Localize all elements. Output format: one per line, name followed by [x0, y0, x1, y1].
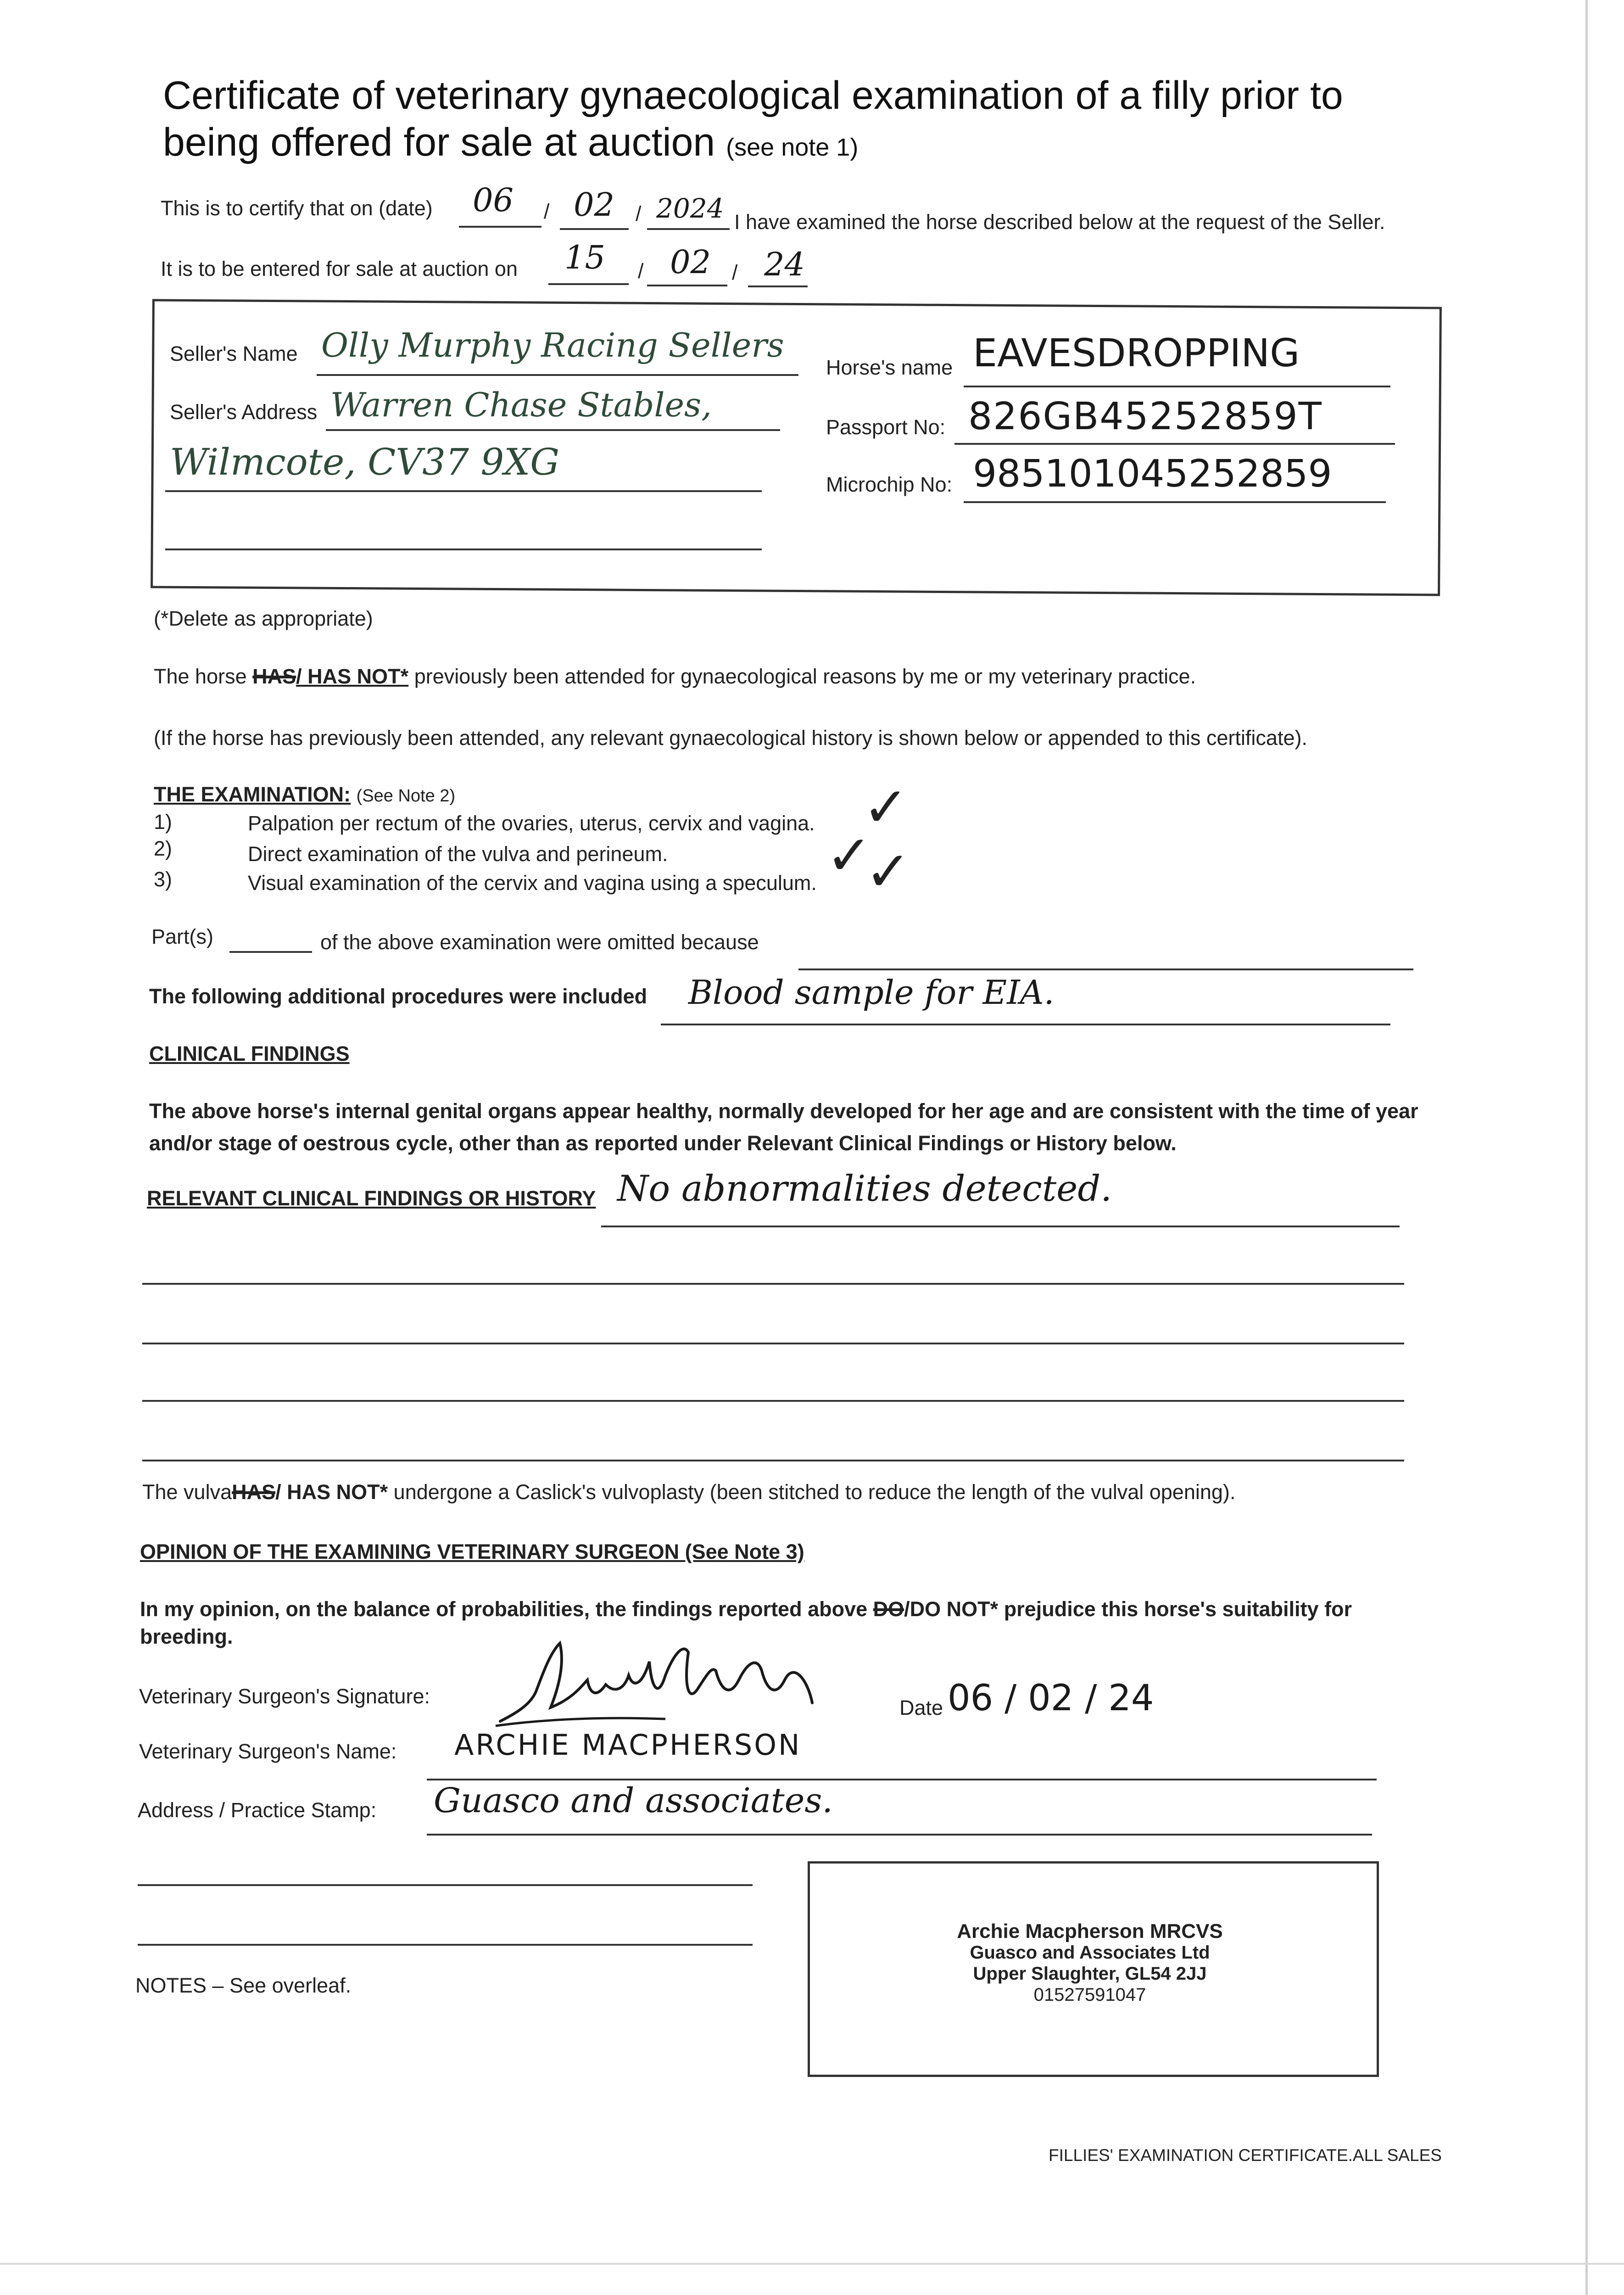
attended-has-struck: HAS: [252, 665, 296, 688]
additional-procedures: Blood sample for EIA.: [688, 973, 1055, 1012]
vulva-statement: The vulvaHAS/ HAS NOT* undergone a Caslick's vulvoplasty (been stitched to reduce the length of the vulval opening).: [142, 1480, 1236, 1504]
relevant-findings-label: RELEVANT CLINICAL FINDINGS OR HISTORY: [147, 1187, 596, 1210]
auction-month: 02: [670, 243, 711, 281]
microchip-number: 985101045252859: [973, 452, 1332, 496]
practice-stamp-label: Address / Practice Stamp:: [138, 1798, 377, 1822]
clinical-para-1: The above horse's internal genital organs appear healthy, normally developed for her age and are consistent with the time of year: [149, 1099, 1418, 1123]
exam-item-1-tick-icon: ✓: [863, 776, 909, 840]
vulva-has-struck: HAS: [232, 1480, 276, 1504]
delete-note: (*Delete as appropriate): [154, 607, 373, 630]
passport-number: 826GB45252859T: [968, 395, 1323, 438]
seller-name-label: Seller's Name: [170, 342, 298, 365]
signature-date-label: Date: [899, 1696, 943, 1719]
vet-name: ARCHIE MACPHERSON: [454, 1728, 802, 1762]
omitted-prefix: Part(s): [151, 925, 213, 948]
attended-statement: The horse HAS/ HAS NOT* previously been attended for gynaecological reasons by me or my veterinary practice.: [154, 665, 1196, 688]
attended-has-not: / HAS NOT*: [296, 665, 409, 688]
exam-year: 2024: [656, 193, 724, 224]
page-edge-bottom: [0, 2263, 1624, 2265]
opinion-text: In my opinion, on the balance of probabilities, the findings reported above DO/DO NOT* prejudice this horse's suitability for: [140, 1597, 1352, 1621]
exam-item-1: Palpation per rectum of the ovaries, uterus, cervix and vagina.: [248, 812, 815, 835]
notes-overleaf: NOTES – See overleaf.: [135, 1974, 352, 1997]
vet-name-label: Veterinary Surgeon's Name:: [139, 1740, 397, 1763]
practice-address: Guasco and associates.: [434, 1781, 833, 1820]
exam-item-2: Direct examination of the vulva and perineum.: [248, 842, 668, 866]
certify-suffix: I have examined the horse described below at the request of the Seller.: [734, 210, 1385, 234]
history-note: (If the horse has previously been attended, any relevant gynaecological history is shown below or appended to this certificate).: [154, 726, 1307, 750]
title-note: (see note 1): [726, 134, 859, 161]
examination-heading: THE EXAMINATION: (See Note 2): [154, 783, 456, 806]
relevant-findings-value: No abnormalities detected.: [617, 1168, 1112, 1209]
opinion-heading: OPINION OF THE EXAMINING VETERINARY SURGEON (See Note 3): [140, 1540, 804, 1563]
page-edge: [1585, 0, 1588, 2295]
clinical-para-2: and/or stage of oestrous cycle, other than as reported under Relevant Clinical Findings or History below.: [149, 1131, 1177, 1155]
footer-label: FILLIES' EXAMINATION CERTIFICATE.ALL SALES: [1049, 2146, 1442, 2165]
seller-address-line-1: Warren Chase Stables,: [330, 386, 712, 424]
microchip-label: Microchip No:: [826, 473, 953, 496]
clinical-findings-heading: CLINICAL FINDINGS: [149, 1042, 350, 1065]
practice-stamp: Archie Macpherson MRCVS Guasco and Associates Ltd Upper Slaughter, GL54 2JJ 01527591047: [957, 1920, 1223, 2005]
seller-address-line-2: Wilmcote, CV37 9XG: [170, 441, 560, 483]
auction-year: 24: [764, 246, 805, 283]
exam-day: 06: [473, 181, 514, 219]
exam-item-3: Visual examination of the cervix and vagina using a speculum.: [248, 871, 817, 895]
horse-name-label: Horse's name: [826, 356, 953, 379]
vet-signature: [491, 1634, 821, 1735]
exam-item-2-tick-icon: ✓: [826, 824, 872, 888]
signature-date: 06 / 02 / 24: [948, 1678, 1154, 1719]
signature-label: Veterinary Surgeon's Signature:: [139, 1685, 430, 1708]
exam-month: 02: [574, 186, 615, 224]
additional-label: The following additional procedures were included: [149, 985, 647, 1008]
seller-name: Olly Murphy Racing Sellers: [321, 326, 784, 364]
exam-item-3-tick-icon: ✓: [865, 840, 911, 904]
auction-prefix: It is to be entered for sale at auction on: [161, 257, 518, 280]
certify-prefix: This is to certify that on (date): [161, 196, 433, 220]
horse-name: EAVESDROPPING: [973, 330, 1300, 375]
opinion-do-not: /DO NOT*: [904, 1597, 999, 1621]
omitted-suffix: of the above examination were omitted because: [320, 930, 759, 954]
title-line-1: Certificate of veterinary gynaecological examination of a filly prior to: [163, 73, 1343, 118]
vulva-has-not: / HAS NOT*: [275, 1480, 388, 1504]
seller-address-label: Seller's Address: [170, 400, 318, 424]
auction-day: 15: [564, 239, 606, 276]
passport-label: Passport No:: [826, 415, 946, 439]
title-line-2: being offered for sale at auction (see note 1): [163, 120, 859, 164]
opinion-do-struck: DO: [873, 1597, 904, 1621]
